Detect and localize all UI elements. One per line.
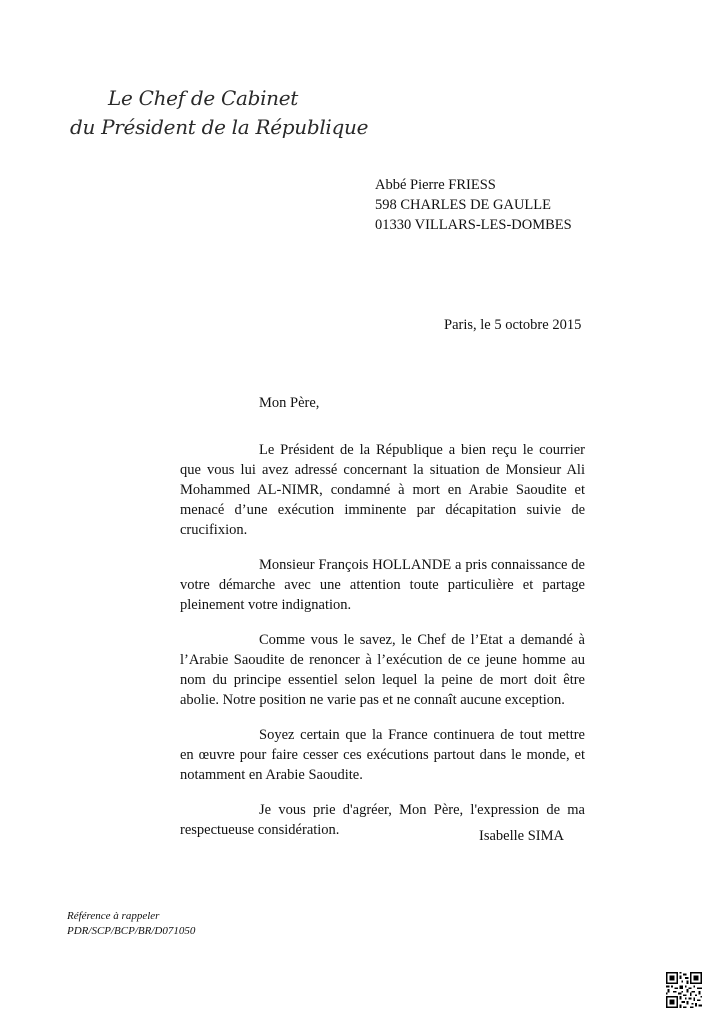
paragraph: Monsieur François HOLLANDE a pris connaissance de votre démarche avec une attention toute particulière et partage pleinement votre indignation.: [180, 557, 585, 613]
paragraph: Le Président de la République a bien reçu le courrier que vous lui avez adressé concernant la situation de Monsieur Ali Mohammed AL-NIMR, condamné à mort en Arabie Saoudite et menacé d’une exécution imminente par décapitation suivie de crucifixion.: [180, 442, 585, 538]
salutation: Mon Père,: [259, 395, 320, 411]
recipient-name: Abbé Pierre FRIESS: [375, 177, 496, 193]
letterhead-subtitle: du Président de la République: [70, 115, 369, 139]
paragraph: Je vous prie d'agréer, Mon Père, l'expression de ma respectueuse considération.: [180, 802, 585, 838]
letter-body: [180, 440, 585, 855]
letter-date: Paris, le 5 octobre 2015: [444, 317, 582, 333]
paragraph: Soyez certain que la France continuera de tout mettre en œuvre pour faire cesser ces exécutions partout dans le monde, et notamment en Arabie Saoudite.: [180, 727, 585, 783]
recipient-street: 598 CHARLES DE GAULLE: [375, 197, 552, 213]
reference-label: Référence à rappeler: [67, 910, 160, 922]
qr-code-icon: [666, 972, 702, 1008]
letterhead-title: Le Chef de Cabinet: [108, 86, 299, 110]
signature-name: Isabelle SIMA: [479, 828, 564, 844]
recipient-address: [375, 175, 572, 235]
recipient-city: 01330 VILLARS-LES-DOMBES: [375, 217, 572, 233]
reference-block: [67, 909, 195, 939]
letterhead: [70, 84, 368, 142]
paragraph: Comme vous le savez, le Chef de l’Etat a demandé à l’Arabie Saoudite de renoncer à l’exécution de ce jeune homme au nom du principe essentiel selon lequel la peine de mort doit être abolie. Notre position ne varie pas et ne connaît aucune exception.: [180, 632, 585, 708]
reference-code: PDR/SCP/BCP/BR/D071050: [67, 925, 196, 937]
